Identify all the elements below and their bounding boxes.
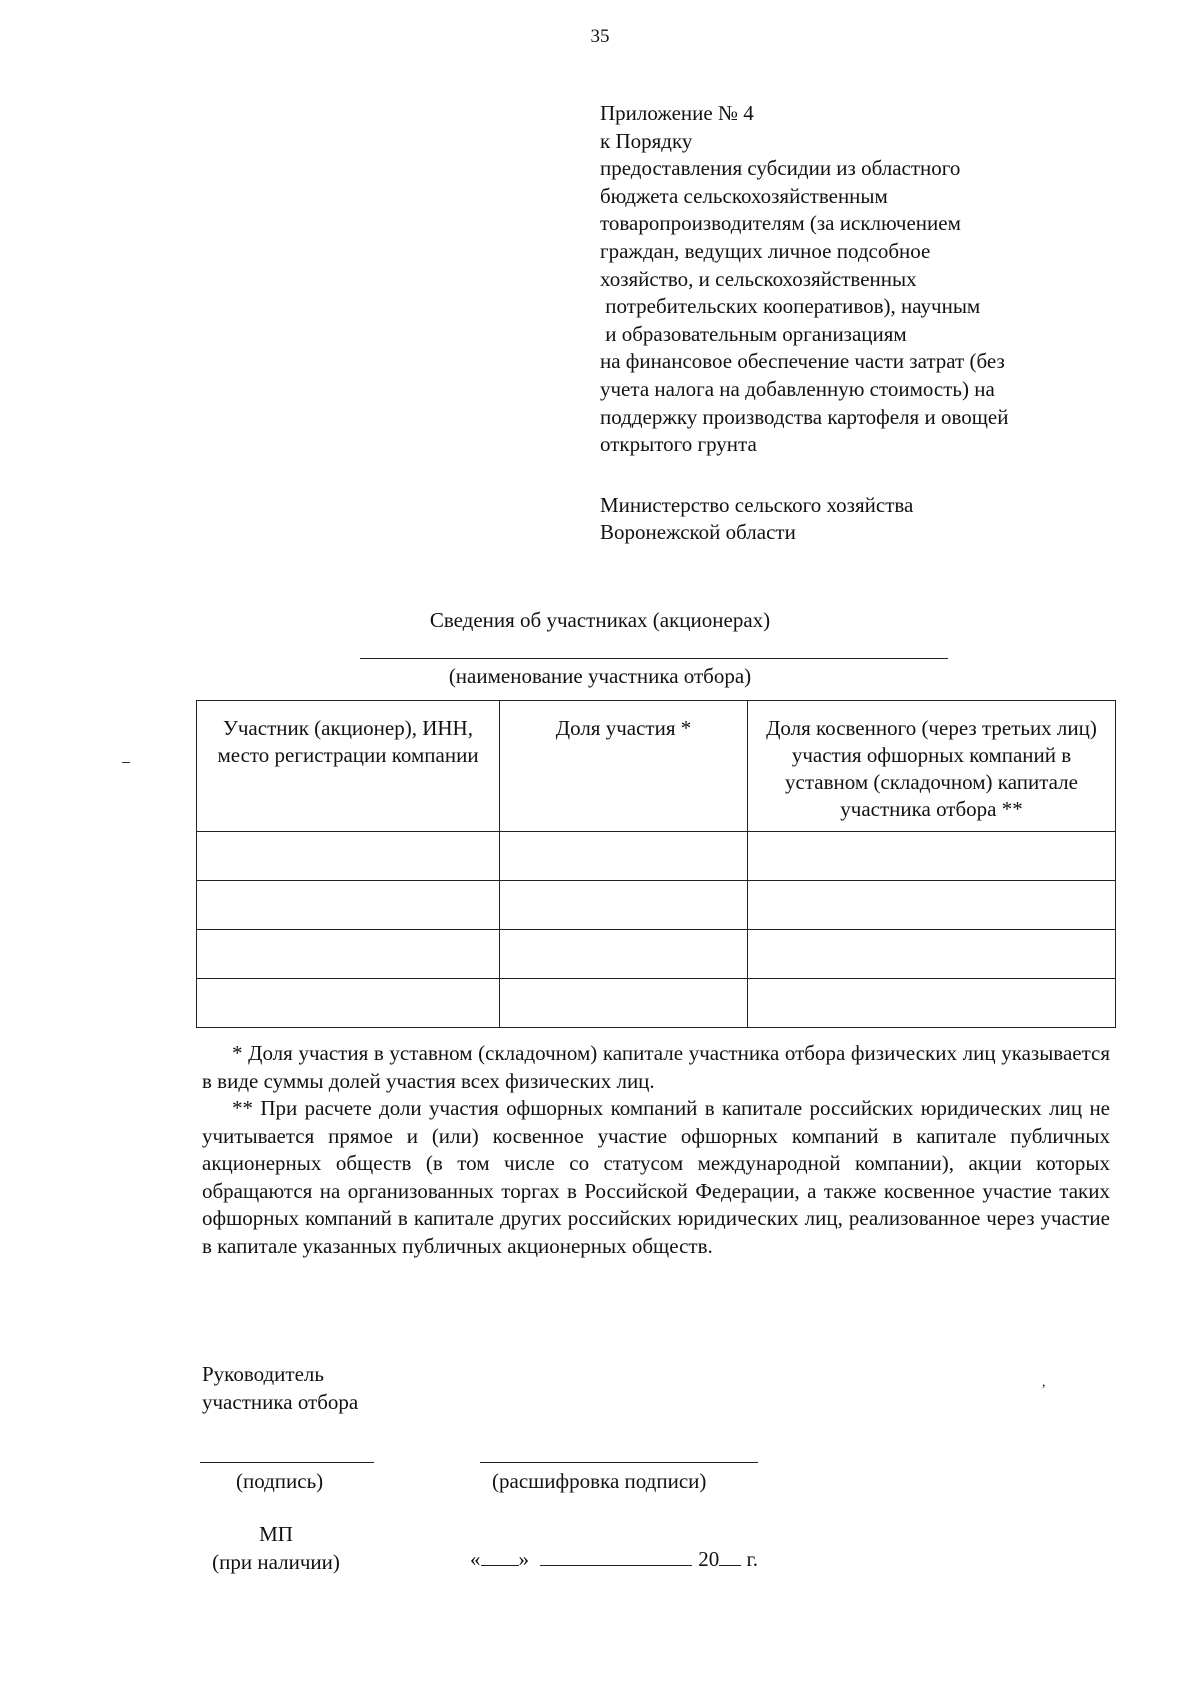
column-header-offshore-share: Доля косвенного (через третьих лиц) участия офшорных компаний в уставном (складочном) капитале участника отбора ** [748, 701, 1116, 832]
signature-fill-line[interactable] [200, 1462, 374, 1463]
table-row [197, 930, 1116, 979]
appendix-line: граждан, ведущих личное подсобное [600, 238, 931, 263]
stamp-note: (при наличии) [212, 1550, 340, 1574]
appendix-line: бюджета сельскохозяйственным [600, 183, 888, 208]
column-header-share: Доля участия * [500, 701, 748, 832]
table-cell[interactable] [748, 832, 1116, 881]
appendix-line: товаропроизводителям (за исключением [600, 211, 961, 236]
stamp-label: МП [259, 1522, 293, 1546]
appendix-line: открытого грунта [600, 432, 757, 457]
table-header-row [197, 701, 1116, 832]
date-field [470, 1547, 758, 1572]
table-cell[interactable] [197, 979, 500, 1028]
appendix-line: потребительских кооперативов), научным [600, 294, 981, 319]
appendix-line: Приложение № 4 [600, 101, 754, 125]
stamp-placeholder [186, 1520, 366, 1576]
table-cell[interactable] [197, 881, 500, 930]
signature-decode-caption: (расшифровка подписи) [492, 1469, 707, 1493]
table-cell[interactable] [197, 930, 500, 979]
signatory-title-line: Руководитель [202, 1362, 324, 1386]
signature-decode-fill-line[interactable] [480, 1462, 758, 1463]
table-cell[interactable] [748, 881, 1116, 930]
scan-artifact [122, 762, 130, 763]
footnote-single-asterisk: * Доля участия в уставном (складочном) капитале участника отбора физических лиц указывается в виде суммы долей участия всех физических лиц. [202, 1041, 1110, 1093]
table-cell[interactable] [500, 930, 748, 979]
appendix-line: учета налога на добавленную стоимость) на [600, 376, 995, 401]
table-row [197, 979, 1116, 1028]
addressee-line: Министерство сельского хозяйства [600, 493, 914, 517]
addressee [600, 492, 913, 546]
participants-table [196, 700, 1116, 1028]
table-cell[interactable] [748, 930, 1116, 979]
appendix-line: к Порядку [600, 128, 693, 153]
table-row [197, 881, 1116, 930]
scan-artifact: , [1042, 1375, 1046, 1390]
signatory-title-line: участника отбора [202, 1390, 359, 1414]
date-day-blank[interactable] [481, 1547, 519, 1566]
appendix-line: предоставления субсидии из областного [600, 156, 961, 181]
date-open-quote: « [470, 1547, 481, 1571]
document-title: Сведения об участниках (акционерах) [429, 608, 771, 632]
table-cell[interactable] [748, 979, 1116, 1028]
table-cell[interactable] [500, 832, 748, 881]
appendix-line: на финансовое обеспечение части затрат (без [600, 349, 1005, 374]
table-cell[interactable] [500, 881, 748, 930]
appendix-line: и образовательным организациям [600, 321, 907, 346]
signature-caption: (подпись) [236, 1469, 324, 1493]
appendix-line: поддержку производства картофеля и овощей [600, 404, 1009, 429]
date-year-prefix: 20 [698, 1547, 720, 1571]
table-row [197, 832, 1116, 881]
appendix-header [600, 100, 1008, 459]
date-close-quote: » [518, 1547, 529, 1571]
date-year-blank[interactable] [719, 1547, 741, 1566]
table-cell[interactable] [500, 979, 748, 1028]
addressee-line: Воронежской области [600, 520, 796, 544]
column-header-participant: Участник (акционер), ИНН, место регистрации компании [197, 701, 500, 832]
appendix-line: хозяйство, и сельскохозяйственных [600, 266, 917, 291]
footnote-double-asterisk: ** При расчете доли участия офшорных компаний в капитале российских юридических лиц не учитывается прямое и (или) косвенное участие офшорных компаний в капитале публичных акционерных обществ (в том числе со статусом международной компании), акции которых обращаются на организованных торгах в Российской Федерации, а также косвенное участие таких офшорных компаний в капитале других российских юридических лиц, реализованное через участие в капитале указанных публичных акционерных обществ. [202, 1096, 1110, 1258]
participant-name-caption: (наименование участника отбора) [448, 664, 752, 688]
footnotes [202, 1040, 1110, 1260]
date-month-blank[interactable] [540, 1547, 692, 1566]
table-cell[interactable] [197, 832, 500, 881]
date-suffix: г. [741, 1547, 758, 1571]
page-number: 35 [590, 26, 610, 47]
signatory-title [202, 1360, 358, 1416]
participant-name-fill-line[interactable] [360, 658, 948, 659]
